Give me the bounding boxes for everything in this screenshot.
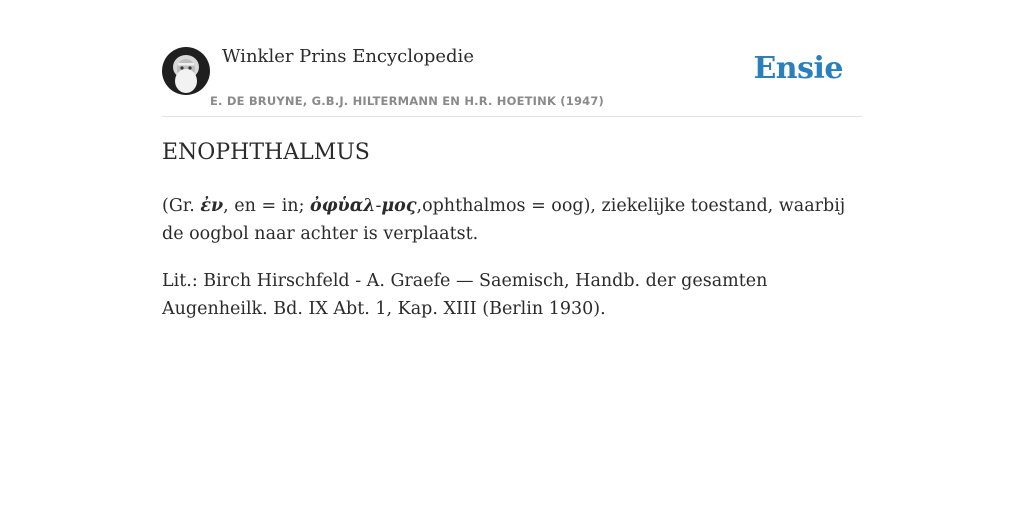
ensie-logo-link[interactable]: Ensie — [753, 51, 843, 86]
greek-term-ophthal: ὀφὑαλ — [310, 196, 376, 216]
definition-prefix: (Gr. — [162, 196, 201, 216]
definition-rest: ,ophthalmos = oog), ziekelijke toestand, waarbij de oogbol naar achter is verplaatst. — [162, 196, 846, 244]
greek-term-en: ἐν — [200, 196, 224, 216]
publication-title-link[interactable]: Winkler Prins Encyclopedie — [222, 46, 474, 67]
article-literature: Lit.: Birch Hirschfeld - A. Graefe — Saemisch, Handb. der gesamten Augenheilk. Bd. IX Abt. 1, Kap. XIII (Berlin 1930). — [162, 271, 768, 319]
author-portrait-icon — [162, 47, 210, 95]
definition-part2: , en = in; — [223, 196, 311, 216]
article-definition — [162, 192, 862, 248]
publication-authors: E. DE BRUYNE, G.B.J. HILTERMANN EN H.R. HOETINK (1947) — [210, 94, 605, 108]
greek-separator: - — [375, 196, 382, 216]
article-headword: ENOPHTHALMUS — [162, 140, 370, 165]
publication-header — [162, 40, 862, 117]
greek-term-mos: μος — [381, 196, 417, 216]
author-avatar[interactable] — [162, 47, 210, 95]
